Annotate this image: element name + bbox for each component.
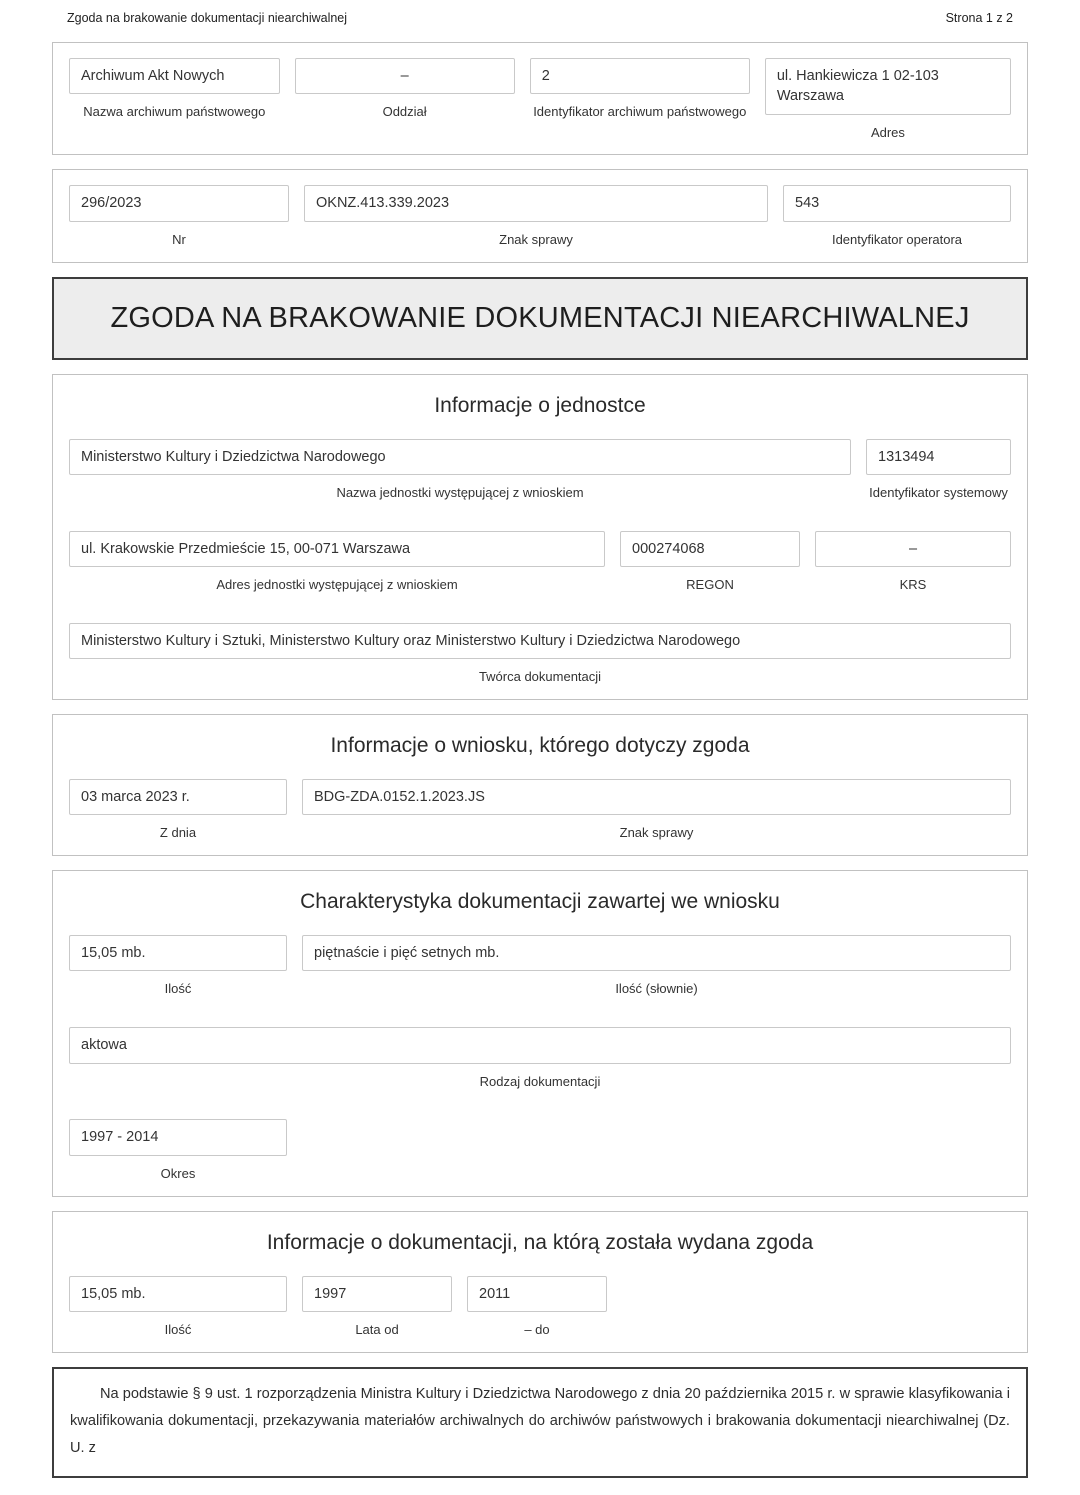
legal-basis-box — [52, 1367, 1028, 1478]
approved-info-heading: Informacje o dokumentacji, na którą została wydana zgoda — [266, 1230, 814, 1254]
running-header-title: Zgoda na brakowanie dokumentacji niearchiwalnej — [67, 11, 348, 25]
quantity-words-label: Ilość (słownie) — [615, 981, 698, 997]
doc-type-field — [69, 1027, 1011, 1091]
unit-address-field — [69, 531, 605, 595]
regon-label: REGON — [686, 577, 734, 593]
year-from-label: Lata od — [355, 1321, 399, 1337]
archive-address-value: ul. Hankiewicza 1 02-103 Warszawa — [765, 58, 1011, 115]
request-date-label: Z dnia — [159, 825, 197, 841]
case-nr-field — [69, 185, 289, 249]
quantity-value: 15,05 mb. — [69, 935, 287, 971]
document-title: ZGODA NA BRAKOWANIE DOKUMENTACJI NIEARCHIWALNEJ — [52, 277, 1028, 360]
unit-info-heading: Informacje o jednostce — [434, 393, 646, 417]
unit-info-section — [52, 374, 1028, 700]
legal-basis-text: Na podstawie § 9 ust. 1 rozporządzenia Ministra Kultury i Dziedzictwa Narodowego z dnia 20 października 2015 r. w sprawie klasyfikowania i kwalifikowania dokumentacji, przekazywania materiałów archiwalnych do archiwów państwowych i brakowania dokumentacji niearchiwalnej (Dz. U. z — [70, 1385, 1010, 1456]
request-info-heading: Informacje o wniosku, którego dotyczy zgoda — [330, 734, 750, 757]
archive-section — [52, 42, 1028, 155]
year-from-field — [302, 1276, 452, 1340]
doc-type-value: aktowa — [69, 1027, 1011, 1063]
archive-branch-value: – — [295, 58, 515, 94]
archive-id-label: Identyfikator archiwum państwowego — [533, 104, 747, 120]
doc-type-label: Rodzaj dokumentacji — [479, 1073, 601, 1089]
operator-id-field — [783, 185, 1011, 249]
request-sign-value: BDG-ZDA.0152.1.2023.JS — [302, 779, 1011, 815]
archive-id-field — [530, 58, 750, 122]
system-id-label: Identyfikator systemowy — [869, 484, 1008, 500]
regon-field — [620, 531, 800, 595]
archive-branch-field — [295, 58, 515, 122]
year-to-label: – do — [524, 1321, 550, 1337]
request-date-value: 03 marca 2023 r. — [69, 779, 287, 815]
year-to-value: 2011 — [467, 1276, 607, 1312]
creator-label: Twórca dokumentacji — [478, 669, 602, 685]
regon-value: 000274068 — [620, 531, 800, 567]
operator-id-value: 543 — [783, 185, 1011, 221]
case-section — [52, 169, 1028, 262]
running-header — [0, 0, 1080, 34]
archive-name-label: Nazwa archiwum państwowego — [83, 104, 266, 120]
krs-field — [815, 531, 1011, 595]
quantity-words-field — [302, 935, 1011, 999]
request-sign-label: Znak sprawy — [619, 825, 694, 841]
creator-field — [69, 623, 1011, 687]
operator-id-label: Identyfikator operatora — [831, 231, 963, 247]
case-sign-value: OKNZ.413.339.2023 — [304, 185, 768, 221]
creator-value: Ministerstwo Kultury i Sztuki, Ministerstwo Kultury oraz Ministerstwo Kultury i Dziedzictwa Narodowego — [69, 623, 1011, 659]
year-to-field — [467, 1276, 607, 1340]
archive-name-value: Archiwum Akt Nowych — [69, 58, 280, 94]
case-sign-field — [304, 185, 768, 249]
quantity-label: Ilość — [164, 981, 192, 997]
page-number: Strona 1 z 2 — [945, 11, 1013, 25]
krs-label: KRS — [899, 577, 927, 593]
archive-branch-label: Oddział — [382, 104, 427, 120]
case-nr-value: 296/2023 — [69, 185, 289, 221]
period-field — [69, 1119, 287, 1183]
period-value: 1997 - 2014 — [69, 1119, 287, 1155]
approved-quantity-label: Ilość — [164, 1321, 192, 1337]
archive-address-field — [765, 58, 1011, 142]
unit-name-label: Nazwa jednostki występującej z wnioskiem — [336, 484, 584, 500]
quantity-words-value: piętnaście i pięć setnych mb. — [302, 935, 1011, 971]
approved-quantity-value: 15,05 mb. — [69, 1276, 287, 1312]
unit-address-label: Adres jednostki występującej z wnioskiem — [216, 577, 458, 593]
approved-quantity-field — [69, 1276, 287, 1340]
system-id-value: 1313494 — [866, 439, 1011, 475]
unit-name-value: Ministerstwo Kultury i Dziedzictwa Narodowego — [69, 439, 851, 475]
krs-value: – — [815, 531, 1011, 567]
request-date-field — [69, 779, 287, 843]
request-info-section — [52, 714, 1028, 856]
quantity-field — [69, 935, 287, 999]
year-from-value: 1997 — [302, 1276, 452, 1312]
archive-name-field — [69, 58, 280, 122]
unit-name-field — [69, 439, 851, 503]
doc-character-heading: Charakterystyka dokumentacji zawartej we wniosku — [300, 890, 780, 914]
approved-info-section — [52, 1211, 1028, 1353]
case-sign-label: Znak sprawy — [499, 231, 573, 247]
archive-address-label: Adres — [870, 124, 905, 140]
system-id-field — [866, 439, 1011, 503]
request-sign-field — [302, 779, 1011, 843]
archive-id-value: 2 — [530, 58, 750, 94]
unit-address-value: ul. Krakowskie Przedmieście 15, 00-071 Warszawa — [69, 531, 605, 567]
period-label: Okres — [160, 1165, 196, 1181]
case-nr-label: Nr — [172, 231, 186, 247]
doc-character-section — [52, 870, 1028, 1196]
